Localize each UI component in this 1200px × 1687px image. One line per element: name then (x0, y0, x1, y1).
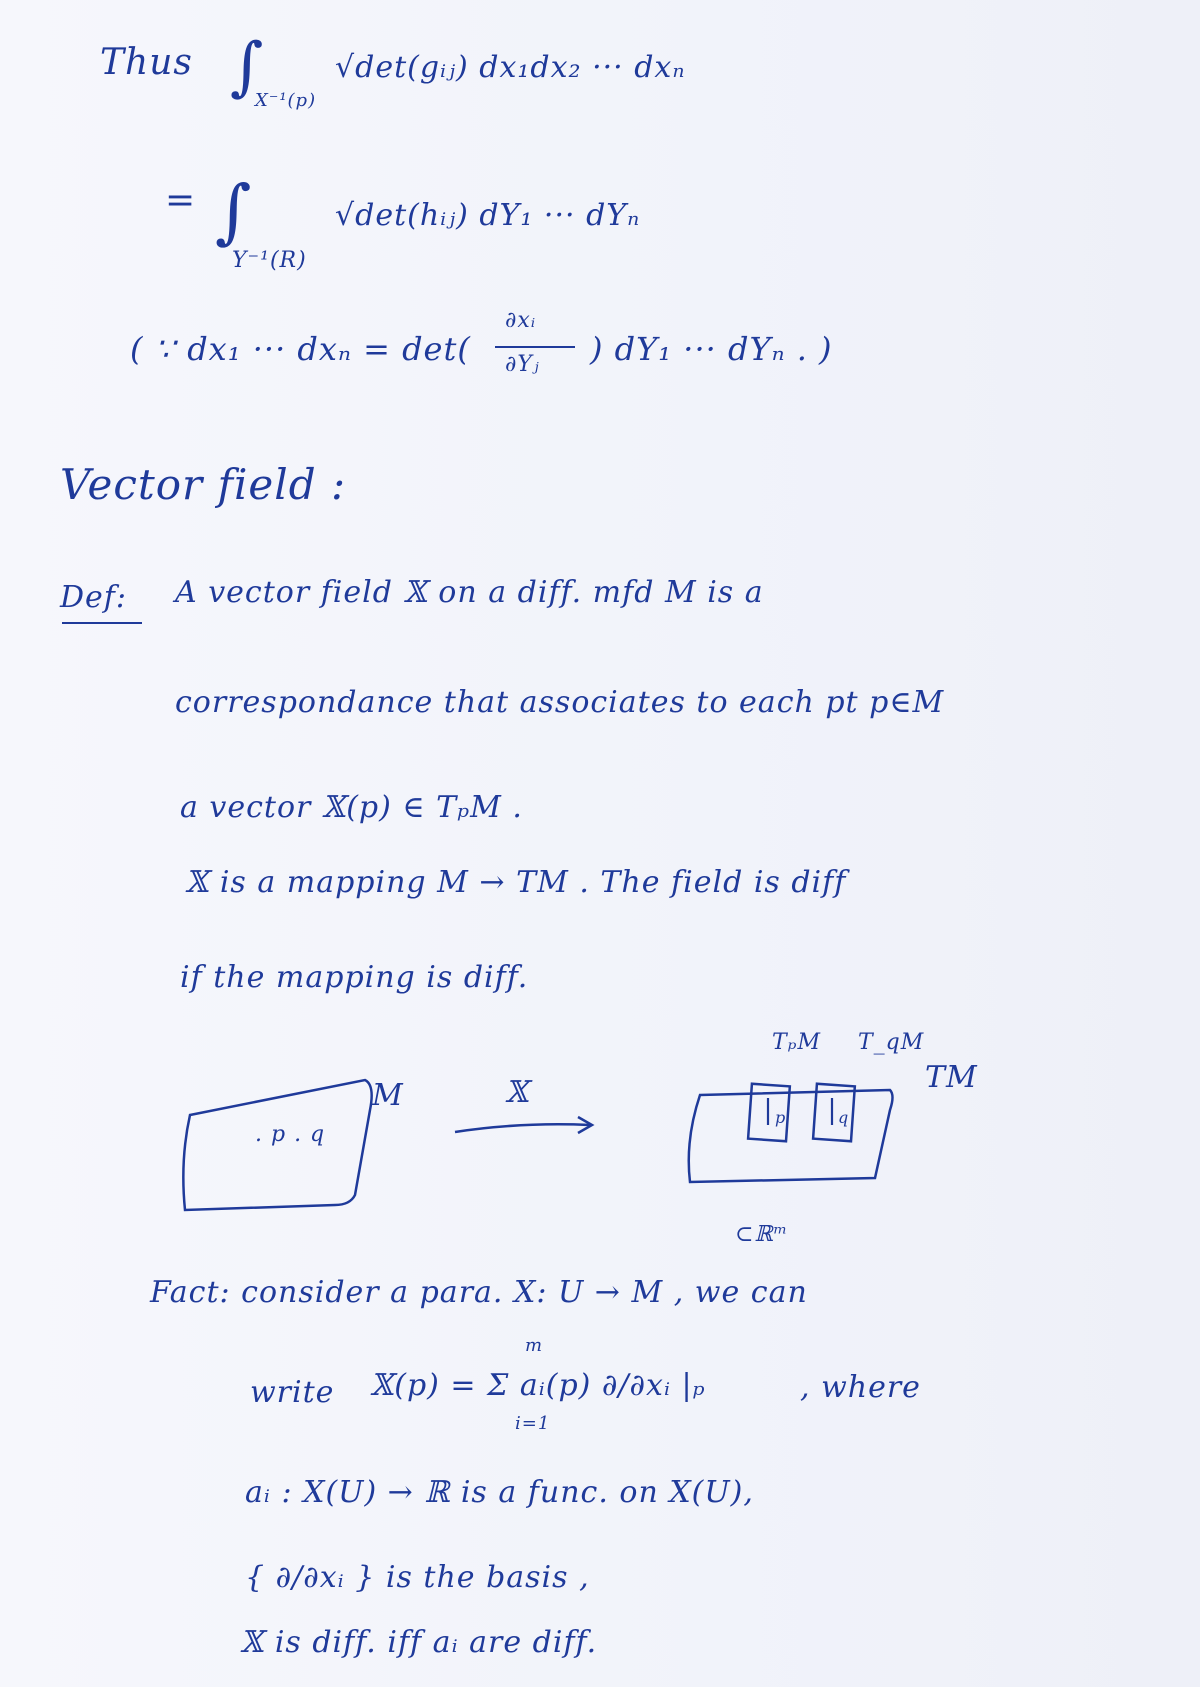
sum-lower-limit: i=1 (515, 1413, 551, 1434)
integral-expr-2: √det(hᵢⱼ) dY₁ ··· dYₙ (335, 198, 641, 233)
diagram-q-label: q (838, 1108, 850, 1127)
def-line-3: a vector 𝕏(p) ∈ TₚM . (180, 790, 523, 825)
sum-upper-limit: m (525, 1335, 544, 1356)
def-label: Def: (60, 580, 128, 615)
section-heading: Vector field : (60, 460, 347, 509)
integral-sign-2: ∫ (215, 170, 253, 252)
fact-write-label: write (250, 1375, 335, 1410)
thus-label: Thus (100, 42, 193, 83)
diagram-TpM-label: TₚM (772, 1030, 821, 1055)
diagram-TqM-label: T_qM (858, 1030, 925, 1055)
fact-line-3: aᵢ : X(U) → ℝ is a func. on X(U), (245, 1475, 754, 1510)
fact-line-5: 𝕏 is diff. iff aᵢ are diff. (240, 1625, 598, 1660)
def-line-1: A vector field 𝕏 on a diff. mfd M is a (175, 575, 764, 610)
fact-Rm-superscript: ⊂ℝᵐ (735, 1222, 789, 1247)
integral-sign-1: ∫ (230, 30, 265, 104)
diagram-TM-label: TM (925, 1060, 978, 1095)
fact-line-4: { ∂/∂xᵢ } is the basis , (245, 1560, 590, 1595)
jacobian-denominator: ∂Yⱼ (505, 352, 540, 377)
fact-line-1: Fact: consider a para. X: U → M , we can (150, 1275, 808, 1310)
integral-expr-1: √det(gᵢⱼ) dx₁dx₂ ··· dxₙ (335, 50, 686, 85)
fact-where-label: , where (800, 1370, 921, 1405)
jacobian-numerator: ∂xᵢ (505, 308, 537, 333)
jacobian-note-end: ) dY₁ ··· dYₙ . ) (590, 330, 833, 368)
def-line-2: correspondance that associates to each pt p∈M (175, 685, 945, 720)
def-line-4: 𝕏 is a mapping M → TM . The field is diff (185, 865, 847, 900)
diagram-arrow-label: 𝕏 (505, 1075, 530, 1110)
diagram-points: . p . q (255, 1122, 326, 1147)
fact-formula: 𝕏(p) = Σ aᵢ(p) ∂/∂xᵢ |ₚ (370, 1368, 706, 1403)
def-line-5: if the mapping is diff. (180, 960, 529, 995)
diagram-M-label: M (372, 1078, 404, 1113)
tangent-bundle-shape (689, 1090, 893, 1182)
jacobian-note-start: ( ∵ dx₁ ··· dxₙ = det( (130, 330, 471, 368)
equals-sign: = (165, 180, 197, 221)
integral-domain-2: Y⁻¹(R) (232, 248, 307, 273)
mapping-arrow (455, 1124, 590, 1132)
diagram-p-label: p (775, 1108, 787, 1127)
integral-domain-1: X⁻¹(p) (255, 90, 317, 111)
